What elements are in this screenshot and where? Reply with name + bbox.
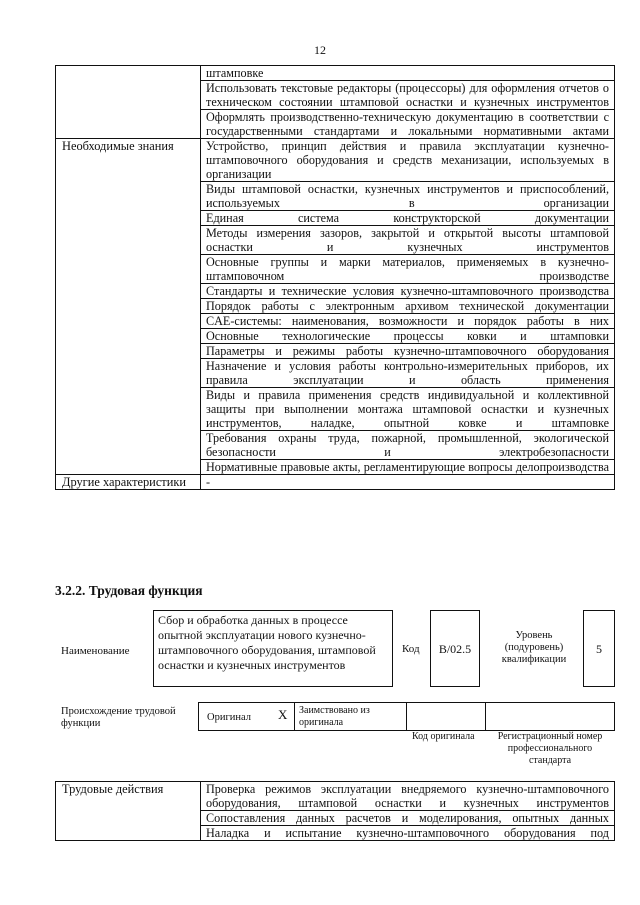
- original-cell: [198, 702, 295, 731]
- code-original-cell: [406, 702, 486, 731]
- knowledge-item: Требования охраны труда, пожарной, промышленной, экологической безопасности и электробезопасности: [201, 431, 615, 460]
- code-value: B/02.5: [438, 642, 472, 656]
- actions-table: [55, 781, 615, 841]
- knowledge-label: [56, 66, 201, 139]
- knowledge-label: Другие характеристики: [56, 475, 201, 490]
- action-item: Сопоставления данных расчетов и моделирования, опытных данных: [201, 811, 615, 826]
- original-label: Оригинал: [207, 712, 251, 723]
- level-value: 5: [596, 642, 602, 656]
- knowledge-item: Устройство, принцип действия и правила эксплуатации кузнечно-штамповочного оборудования и средств механизации, используемых в организации: [201, 139, 615, 182]
- knowledge-item: Виды и правила применения средств индивидуальной и коллективной защиты при выполнении монтажа штамповой оснастки и кузнечных инструментов, наладке, опытной ковке и штамповке: [201, 388, 615, 431]
- reg-number-cell: [485, 702, 615, 731]
- knowledge-item: Единая система конструкторской документации: [201, 211, 615, 226]
- function-name-box: [153, 610, 393, 687]
- origin-label: Происхождение трудовой функции: [61, 706, 176, 729]
- knowledge-item: Виды штамповой оснастки, кузнечных инструментов и приспособлений, используемых в организации: [201, 182, 615, 211]
- knowledge-item: Основные группы и марки материалов, применяемых в кузнечно-штамповочном производстве: [201, 255, 615, 284]
- action-item: Наладка и испытание кузнечно-штамповочного оборудования под: [201, 826, 615, 841]
- original-mark: X: [278, 707, 288, 722]
- knowledge-item: Методы измерения зазоров, закрытой и открытой высоты штамповой оснастки и кузнечных инструментов: [201, 226, 615, 255]
- level-label: Уровень (подуровень) квалификации: [501, 630, 567, 665]
- knowledge-item: Основные технологические процессы ковки и штамповки: [201, 329, 615, 344]
- knowledge-item: Нормативные правовые акты, регламентирующие вопросы делопроизводства: [201, 460, 615, 475]
- knowledge-item: Назначение и условия работы контрольно-измерительных приборов, их правила эксплуатации и область применения: [201, 359, 615, 388]
- knowledge-item: Использовать текстовые редакторы (процессоры) для оформления отчетов о техническом состоянии штамповой оснастки и кузнечных инструментов: [201, 81, 615, 110]
- code-label: Код: [402, 643, 420, 655]
- knowledge-table: [55, 65, 615, 490]
- knowledge-item: -: [201, 475, 615, 490]
- knowledge-item: CAE-системы: наименования, возможности и порядок работы в них: [201, 314, 615, 329]
- action-item: Проверка режимов эксплуатации внедряемого кузнечно-штамповочного оборудования, штамповой оснастки и кузнечных инструментов: [201, 782, 615, 811]
- borrowed-cell: [294, 702, 407, 731]
- knowledge-item: Порядок работы с электронным архивом технической документации: [201, 299, 615, 314]
- knowledge-label: Необходимые знания: [56, 139, 201, 475]
- knowledge-item: Оформлять производственно-техническую документацию в соответствии с государственными стандартами и локальными нормативными актами: [201, 110, 615, 139]
- level-box: [583, 610, 615, 687]
- function-name-value: Сбор и обработка данных в процессе опытной эксплуатации нового кузнечно-штамповочного оборудования, штамповой оснастки и кузнечных инструментов: [158, 613, 376, 672]
- knowledge-item: штамповке: [201, 66, 615, 81]
- name-label: Наименование: [61, 645, 130, 657]
- knowledge-item: Параметры и режимы работы кузнечно-штамповочного оборудования: [201, 344, 615, 359]
- code-original-caption: Код оригинала: [412, 731, 475, 742]
- section-heading: 3.2.2. Трудовая функция: [55, 583, 203, 598]
- code-box: [430, 610, 480, 687]
- page-number: 12: [314, 43, 326, 57]
- action-label: Трудовые действия: [56, 782, 201, 841]
- reg-number-caption: Регистрационный номер профессионального стандарта: [497, 731, 603, 766]
- knowledge-item: Стандарты и технические условия кузнечно-штамповочного производства: [201, 284, 615, 299]
- borrowed-label: Заимствовано из оригинала: [299, 705, 370, 728]
